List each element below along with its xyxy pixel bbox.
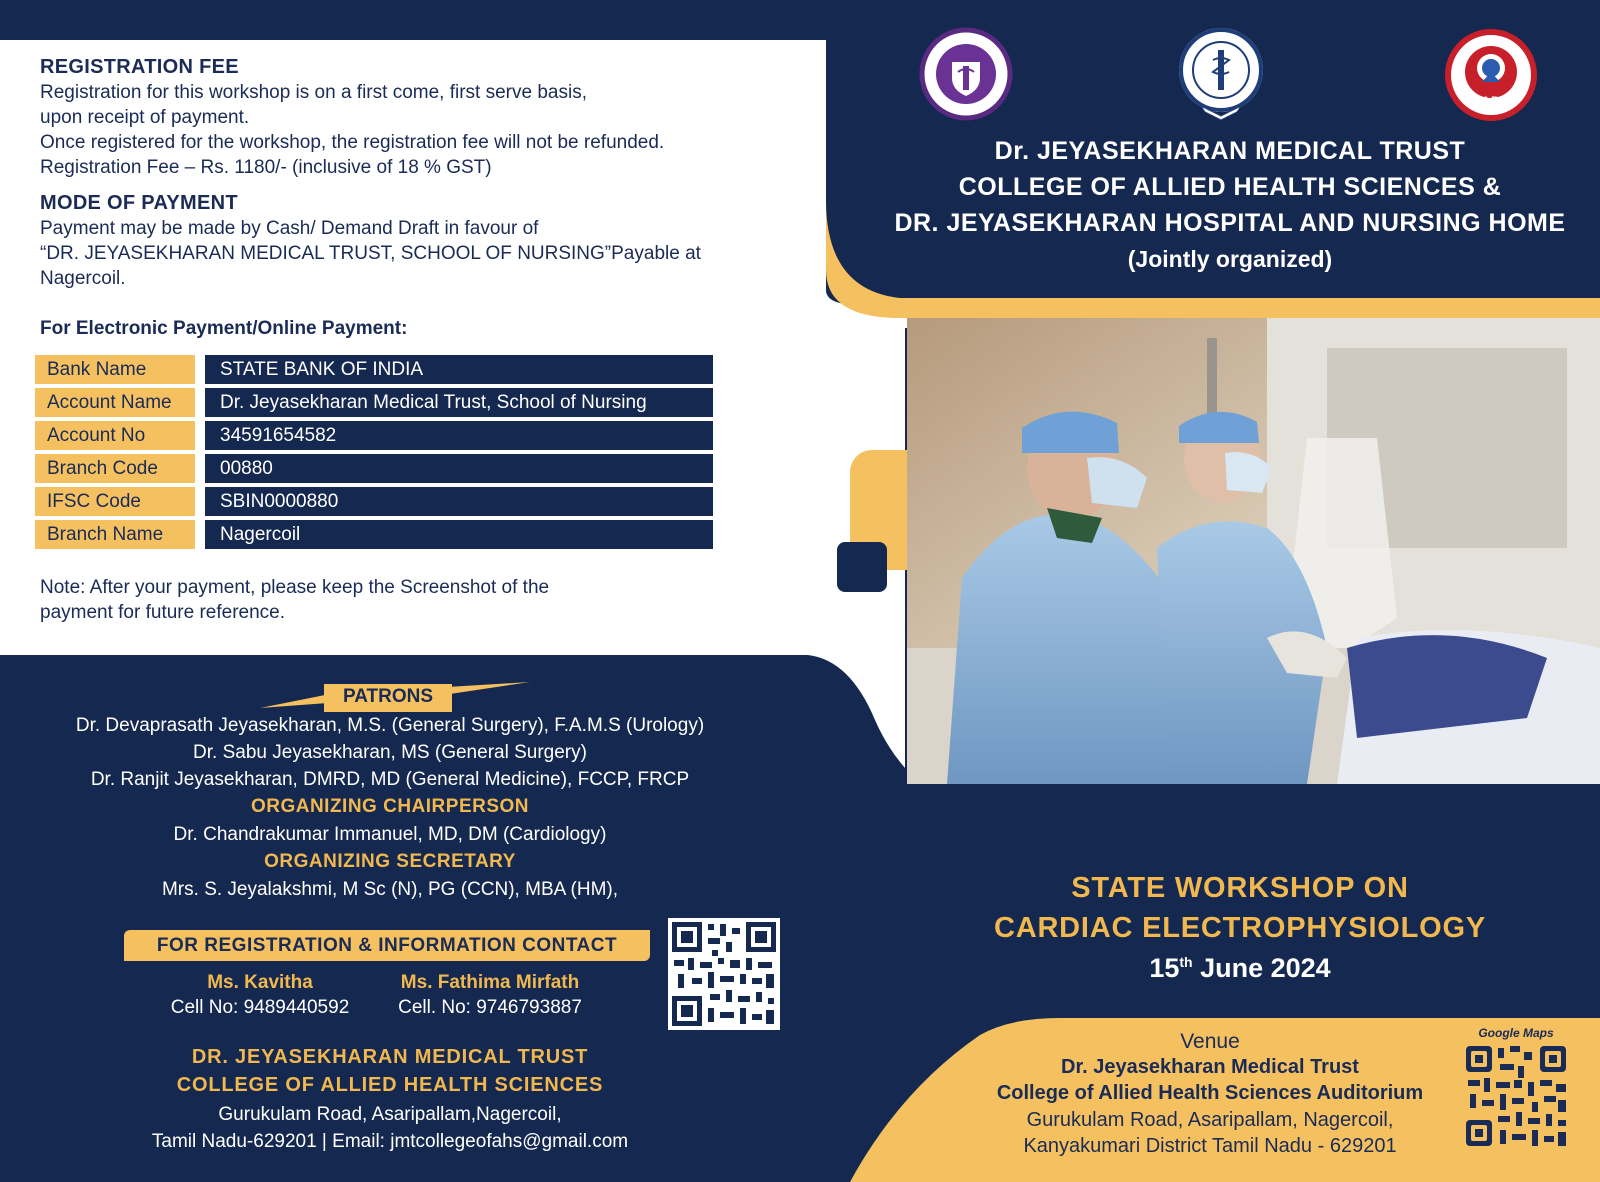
contact-phone[interactable]: Cell No: 9489440592	[170, 997, 350, 1018]
workshop-title-line: STATE WORKSHOP ON	[1071, 872, 1409, 904]
bank-label: Branch Name	[35, 520, 195, 549]
registration-qr-code[interactable]	[668, 918, 780, 1030]
bank-value: 00880	[205, 454, 713, 483]
venue-name-line: Dr. Jeyasekharan Medical Trust	[1061, 1056, 1359, 1078]
contact-name: Ms. Kavitha	[207, 972, 313, 993]
online-payment-title: For Electronic Payment/Online Payment:	[40, 318, 408, 339]
nabh-logo-text: NABH	[1471, 94, 1511, 108]
navy-square	[837, 542, 887, 592]
college-logo-icon	[918, 26, 1014, 122]
hospital-logo-icon	[1177, 26, 1265, 120]
bank-value: Nagercoil	[205, 520, 713, 549]
venue-name-line: College of Allied Health Sciences Auditorium	[996, 1082, 1424, 1104]
workshop-title-line: CARDIAC ELECTROPHYSIOLOGY	[993, 912, 1487, 944]
date-rest: June 2024	[1192, 953, 1331, 983]
patron-name: Dr. Ranjit Jeyasekharan, DMRD, MD (General Medicine), FCCP, FRCP	[90, 769, 690, 790]
bank-label: Account Name	[35, 388, 195, 417]
patrons-title: PATRONS	[342, 686, 434, 707]
fee-line: Once registered for the workshop, the registration fee will not be refunded.	[40, 132, 665, 153]
venue-label: Venue	[1180, 1030, 1240, 1053]
bank-label: Bank Name	[35, 355, 195, 384]
payment-line: Payment may be made by Cash/ Demand Draft in favour of	[40, 218, 539, 239]
date-suffix: th	[1179, 954, 1193, 970]
contact-person	[160, 972, 360, 1019]
header-line: COLLEGE OF ALLIED HEALTH SCIENCES &	[958, 173, 1502, 201]
fee-line: Registration for this workshop is on a first come, first serve basis,	[40, 82, 587, 103]
header-subtitle: (Jointly organized)	[1127, 246, 1333, 272]
patron-name: Dr. Devaprasath Jeyasekharan, M.S. (General Surgery), F.A.M.S (Urology)	[75, 715, 705, 736]
bank-value: 34591654582	[205, 421, 713, 450]
bank-row	[35, 520, 715, 549]
header-line: DR. JEYASEKHARAN HOSPITAL AND NURSING HOME	[894, 209, 1566, 237]
bank-label: IFSC Code	[35, 487, 195, 516]
fee-line: Registration Fee – Rs. 1180/- (inclusive of 18 % GST)	[40, 157, 492, 178]
fee-line: upon receipt of payment.	[40, 107, 250, 128]
contact-name: Ms. Fathima Mirfath	[400, 972, 580, 993]
google-maps-qr-code[interactable]	[1462, 1042, 1570, 1150]
chairperson-title: ORGANIZING CHAIRPERSON	[250, 796, 530, 817]
date-day: 15	[1149, 953, 1180, 983]
bank-row	[35, 355, 715, 384]
payment-note	[40, 575, 549, 625]
payment-text	[40, 216, 701, 291]
contact-phone[interactable]: Cell. No: 9746793887	[398, 997, 582, 1018]
bank-row	[35, 421, 715, 450]
venue-address-line: Gurukulam Road, Asaripallam, Nagercoil,	[1026, 1109, 1394, 1131]
org-line: COLLEGE OF ALLIED HEALTH SCIENCES	[176, 1074, 604, 1096]
bank-value: Dr. Jeyasekharan Medical Trust, School of Nursing	[205, 388, 713, 417]
cath-lab-photo	[907, 318, 1600, 784]
registration-fee-text	[40, 80, 664, 180]
payment-line: “DR. JEYASEKHARAN MEDICAL TRUST, SCHOOL OF NURSING”Payable at	[40, 243, 701, 264]
header-line: Dr. JEYASEKHARAN MEDICAL TRUST	[994, 137, 1466, 165]
payment-line: Nagercoil.	[40, 268, 126, 289]
bank-row	[35, 487, 715, 516]
bank-value: STATE BANK OF INDIA	[205, 355, 713, 384]
patron-name: Dr. Sabu Jeyasekharan, MS (General Surgery)	[193, 742, 587, 763]
address-line: Gurukulam Road, Asaripallam,Nagercoil,	[218, 1104, 562, 1125]
mode-of-payment-title: MODE OF PAYMENT	[40, 192, 238, 214]
google-maps-label: Google Maps	[1478, 1026, 1554, 1040]
registration-fee-title: REGISTRATION FEE	[40, 56, 239, 78]
address-line[interactable]: Tamil Nadu-629201 | Email: jmtcollegeofahs@gmail.com	[151, 1131, 629, 1152]
note-line: payment for future reference.	[40, 602, 286, 623]
bank-label: Branch Code	[35, 454, 195, 483]
bank-label: Account No	[35, 421, 195, 450]
contact-banner: FOR REGISTRATION & INFORMATION CONTACT	[124, 930, 650, 961]
secretary-name: Mrs. S. Jeyalakshmi, M Sc (N), PG (CCN), MBA (HM),	[161, 879, 619, 900]
workshop-date	[900, 953, 1580, 984]
secretary-title: ORGANIZING SECRETARY	[264, 851, 516, 872]
venue-address-line: Kanyakumari District Tamil Nadu - 629201	[1023, 1135, 1397, 1157]
bank-row	[35, 388, 715, 417]
chairperson-name: Dr. Chandrakumar Immanuel, MD, DM (Cardiology)	[173, 824, 607, 845]
note-line: Note: After your payment, please keep the Screenshot of the	[40, 577, 550, 598]
bank-value: SBIN0000880	[205, 487, 713, 516]
org-line: DR. JEYASEKHARAN MEDICAL TRUST	[191, 1046, 589, 1068]
contact-person	[380, 972, 600, 1019]
bank-row	[35, 454, 715, 483]
